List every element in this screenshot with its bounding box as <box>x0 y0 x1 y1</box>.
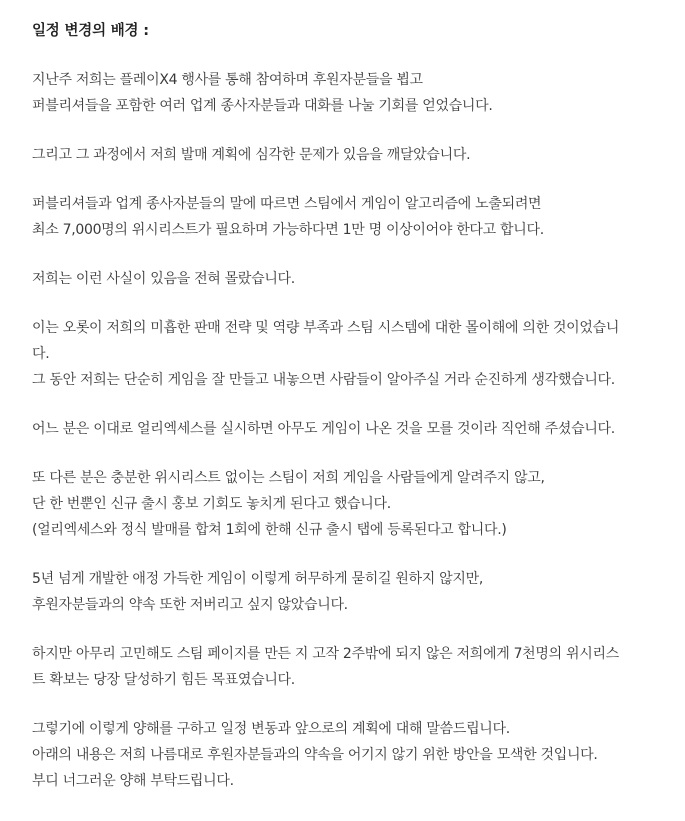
text-line: 부디 너그러운 양해 부탁드립니다. <box>32 773 234 789</box>
paragraph-10 <box>32 716 662 794</box>
text-line: 퍼블리셔들과 업계 종사자분들의 말에 따르면 스팀에서 게임이 알고리즘에 노출되려면 <box>32 196 542 212</box>
text-line: 후원자분들과의 약속 또한 저버리고 싶지 않았습니다. <box>32 597 348 613</box>
paragraph-6 <box>32 416 662 442</box>
paragraph-4 <box>32 266 662 292</box>
paragraph-7 <box>32 465 662 543</box>
text-line: 이는 오롯이 저희의 미흡한 판매 전략 및 역량 부족과 스팀 시스템에 대한 몰이해에 의한 것이었습니 <box>32 320 620 336</box>
text-line: 5년 넘게 개발한 애정 가득한 게임이 이렇게 허무하게 묻히길 원하지 않지만, <box>32 571 483 587</box>
section-heading: 일정 변경의 배경 : <box>32 23 149 39</box>
text-line: 어느 분은 이대로 얼리엑세스를 실시하면 아무도 게임이 나온 것을 모를 것이라 직언해 주셨습니다. <box>32 421 615 437</box>
text-line: 퍼블리셔들을 포함한 여러 업계 종사자분들과 대화를 나눌 기회를 얻었습니다. <box>32 98 493 114</box>
text-line: 그 동안 저희는 단순히 게임을 잘 만들고 내놓으면 사람들이 알아주실 거라 순진하게 생각했습니다. <box>32 372 615 388</box>
paragraph-2 <box>32 142 662 168</box>
text-line: 최소 7,000명의 위시리스트가 필요하며 가능하다면 1만 명 이상이어야 한다고 합니다. <box>32 222 544 238</box>
text-line: 하지만 아무리 고민해도 스팀 페이지를 만든 지 고작 2주밖에 되지 않은 저희에게 7천명의 위시리스 <box>32 646 619 662</box>
text-line: 다. <box>32 346 50 362</box>
text-line: 그리고 그 과정에서 저희 발매 계획에 심각한 문제가 있음을 깨달았습니다. <box>32 147 471 163</box>
text-line: (얼리엑세스와 정식 발매를 합쳐 1회에 한해 신규 출시 탭에 등록된다고 합니다.) <box>32 522 507 538</box>
paragraph-3 <box>32 191 662 243</box>
text-line: 단 한 번뿐인 신규 출시 홍보 기회도 놓치게 된다고 했습니다. <box>32 496 391 512</box>
paragraph-1 <box>32 67 662 119</box>
text-line: 그렇기에 이렇게 양해를 구하고 일정 변동과 앞으로의 계획에 대해 말씀드립니다. <box>32 721 510 737</box>
document-body <box>32 18 662 817</box>
text-line: 저희는 이런 사실이 있음을 전혀 몰랐습니다. <box>32 271 295 287</box>
paragraph-9 <box>32 641 662 693</box>
text-line: 지난주 저희는 플레이X4 행사를 통해 참여하며 후원자분들을 뵙고 <box>32 72 423 88</box>
text-line: 아래의 내용은 저희 나름대로 후원자분들과의 약속을 어기지 않기 위한 방안을 모색한 것입니다. <box>32 747 598 763</box>
paragraph-8 <box>32 566 662 618</box>
text-line: 트 확보는 당장 달성하기 힘든 목표였습니다. <box>32 672 295 688</box>
text-line: 또 다른 분은 충분한 위시리스트 없이는 스팀이 저희 게임을 사람들에게 알려주지 않고, <box>32 470 545 486</box>
paragraph-5 <box>32 315 662 393</box>
